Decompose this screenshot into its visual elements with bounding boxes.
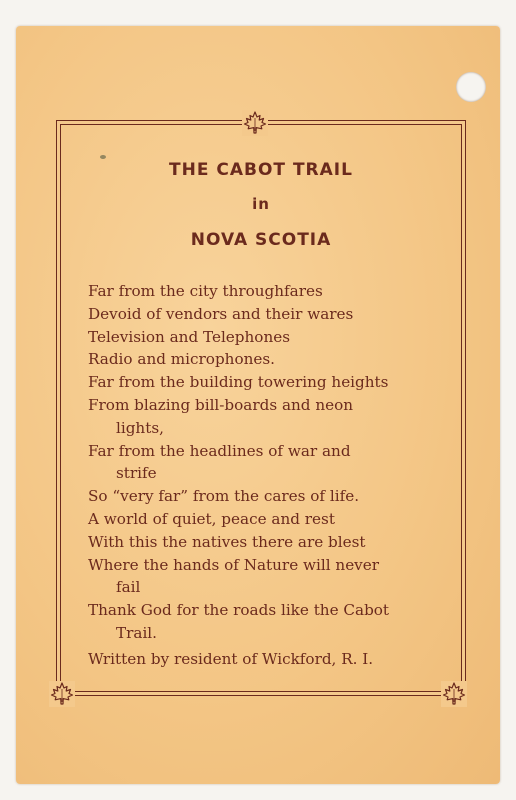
poem bbox=[88, 280, 438, 645]
poem-line: lights, bbox=[116, 418, 164, 437]
title-line: THE CABOT TRAIL bbox=[169, 160, 353, 180]
title-line: NOVA SCOTIA bbox=[190, 230, 332, 250]
poem-line: Radio and microphones. bbox=[88, 350, 275, 369]
poem-line: Thank God for the roads like the Cabot bbox=[88, 601, 390, 620]
poem-line: fail bbox=[116, 578, 141, 597]
poem-line: From blazing bill-boards and neon bbox=[88, 395, 354, 414]
poem-line: So “very far” from the cares of life. bbox=[88, 487, 360, 506]
poem-line: Far from the city throughfares bbox=[88, 282, 323, 300]
poem-line: Trail. bbox=[116, 623, 157, 642]
poem-line: Far from the building towering heights bbox=[88, 373, 389, 392]
maple-leaf-icon bbox=[242, 110, 268, 136]
poem-line: Devoid of vendors and their wares bbox=[88, 304, 354, 323]
poem-line: Where the hands of Nature will never bbox=[88, 555, 380, 574]
poem-line: Television and Telephones bbox=[88, 327, 291, 346]
maple-leaf-icon bbox=[49, 681, 75, 707]
poem-line: strife bbox=[116, 464, 157, 483]
poem-line: With this the natives there are blest bbox=[88, 532, 366, 551]
maple-leaf-icon bbox=[441, 681, 467, 707]
poem-line: Far from the headlines of war and bbox=[88, 441, 351, 460]
card-title bbox=[60, 160, 462, 250]
poem-line: A world of quiet, peace and rest bbox=[88, 509, 335, 528]
punch-hole bbox=[456, 72, 486, 102]
title-line: in bbox=[252, 195, 270, 213]
signature: Written by resident of Wickford, R. I. bbox=[88, 650, 374, 668]
